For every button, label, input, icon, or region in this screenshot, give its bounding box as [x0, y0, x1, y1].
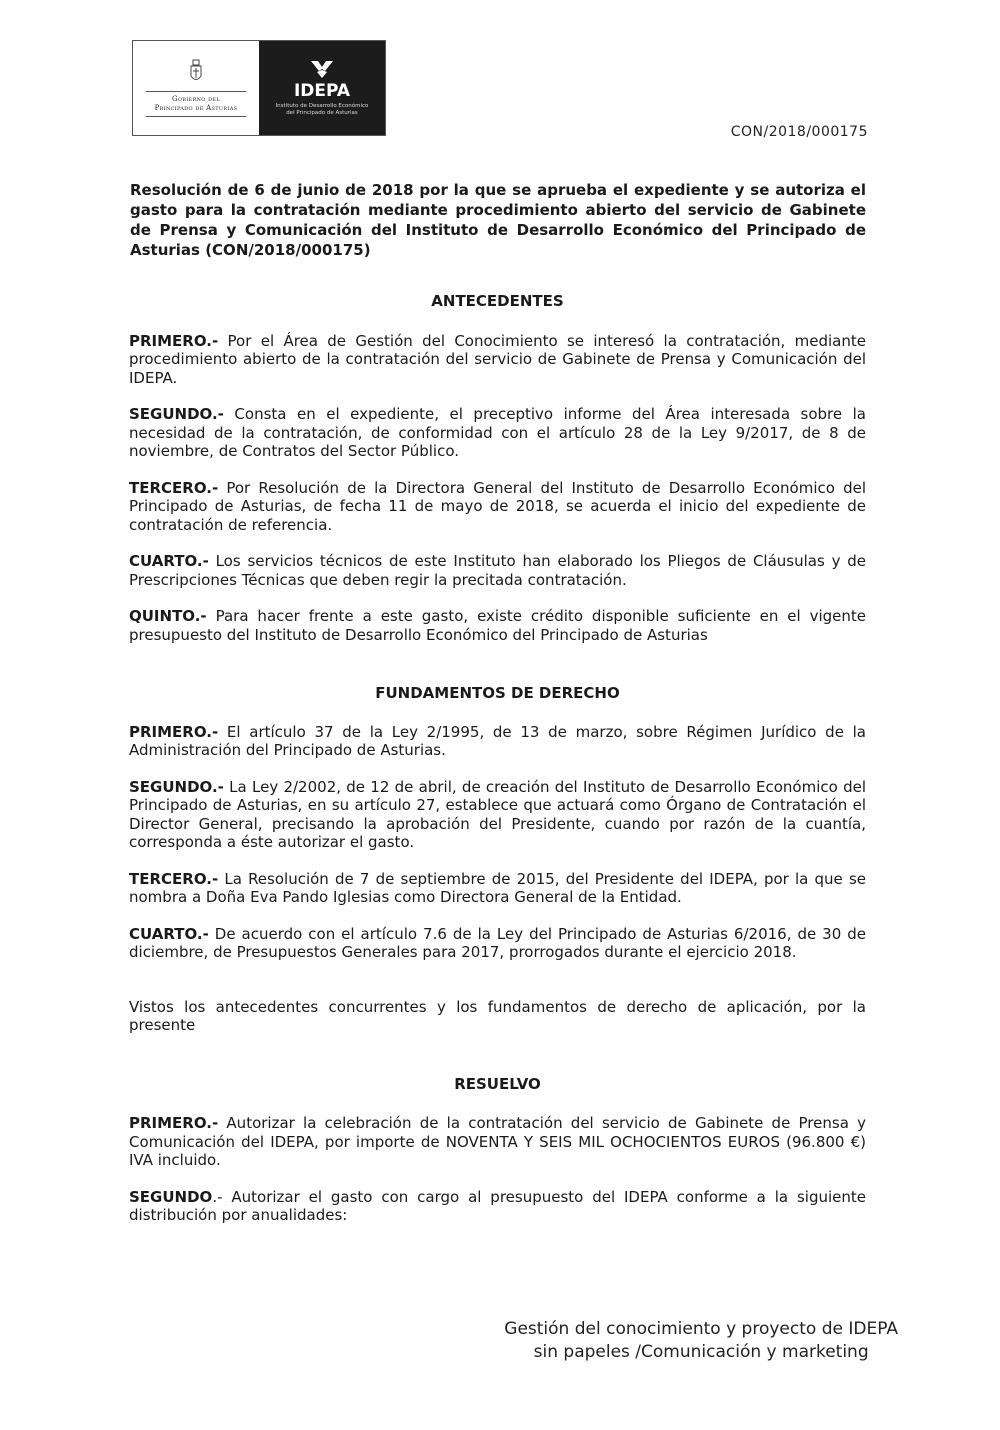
fundamento-tercero-lead: TERCERO.- — [129, 869, 219, 888]
antecedente-tercero-lead: TERCERO.- — [129, 478, 219, 497]
antecedente-segundo-text: Consta en el expediente, el preceptivo informe del Área interesada sobre la necesidad de la contratación, de conformidad con el artículo 28 de la Ley 9/2017, de 8 de noviembre, de Contratos del Sector Público. — [129, 405, 866, 460]
antecedente-cuarto-text: Los servicios técnicos de este Instituto han elaborado los Pliegos de Cláusulas y de Prescripciones Técnicas que deben regir la precitada contratación. — [129, 552, 866, 589]
footer-line1: Gestión del conocimiento y proyecto de IDEPA — [504, 1319, 898, 1339]
footer-line2: sin papeles /Comunicación y marketing — [533, 1342, 869, 1362]
heading-resuelvo: RESUELVO — [454, 1074, 541, 1093]
logo-rule-top — [146, 91, 246, 92]
idepa-name: IDEPA — [293, 81, 351, 101]
document-body — [129, 292, 866, 1225]
antecedente-segundo-lead: SEGUNDO.- — [129, 405, 224, 423]
fundamento-tercero-text: La Resolución de 7 de septiembre de 2015, del Presidente del IDEPA, por la que se nombra a Doña Eva Pando Iglesias como Directora General de la Entidad. — [129, 869, 866, 906]
fundamento-cuarto — [129, 925, 866, 962]
gobierno-line2: Principado de Asturias — [154, 104, 238, 112]
resuelvo-primero — [129, 1114, 866, 1170]
antecedente-primero-lead: PRIMERO.- — [129, 331, 219, 350]
fundamento-cuarto-lead: CUARTO.- — [129, 924, 209, 943]
fundamento-segundo — [129, 778, 866, 852]
resuelvo-segundo — [129, 1188, 866, 1225]
fundamento-segundo-text: La Ley 2/2002, de 12 de abril, de creación del Instituto de Desarrollo Económico del Principado de Asturias, en su artículo 27, establece que actuará como Órgano de Contratación el Director General, precisando la aprobación del Presidente, cuando por razón de la cuantía, corresponda a éste autorizar el gasto. — [129, 777, 866, 851]
heading-antecedentes: ANTECEDENTES — [431, 292, 564, 310]
antecedente-cuarto-lead: CUARTO.- — [129, 552, 209, 570]
resuelvo-segundo-lead: SEGUNDO — [129, 1187, 213, 1206]
logo-rule-bottom — [146, 116, 246, 117]
resuelvo-segundo-text: .- Autorizar el gasto con cargo al presupuesto del IDEPA conforme a la siguiente distribución por anualidades: — [129, 1187, 866, 1224]
letterhead-logo — [132, 40, 386, 136]
vistos-paragraph: Vistos los antecedentes concurrentes y los fundamentos de derecho de aplicación, por la presente — [129, 997, 866, 1034]
fundamento-tercero — [129, 870, 866, 907]
resuelvo-primero-lead: PRIMERO.- — [129, 1114, 219, 1132]
idepa-logo — [259, 41, 385, 135]
idepa-subtitle — [276, 103, 369, 117]
gobierno-line1: Gobierno del — [171, 95, 221, 103]
idepa-subtitle-line2: del Principado de Asturias — [286, 110, 358, 116]
fundamento-segundo-lead: SEGUNDO.- — [129, 777, 224, 796]
antecedente-quinto — [129, 607, 866, 644]
gobierno-asturias-logo — [133, 41, 259, 135]
antecedente-quinto-text: Para hacer frente a este gasto, existe crédito disponible suficiente en el vigente presupuesto del Instituto de Desarrollo Económico del Principado de Asturias — [129, 607, 866, 644]
idepa-emblem-icon — [309, 59, 335, 79]
idepa-subtitle-line1: Instituto de Desarrollo Económico — [275, 103, 369, 109]
document-reference: CON/2018/000175 — [730, 124, 868, 140]
footer-department — [504, 1318, 898, 1364]
fundamento-primero-text: El artículo 37 de la Ley 2/1995, de 13 de marzo, sobre Régimen Jurídico de la Administración del Principado de Asturias. — [129, 722, 866, 759]
resuelvo-primero-text: Autorizar la celebración de la contratación del servicio de Gabinete de Prensa y Comunicación del IDEPA, por importe de NOVENTA Y SEIS MIL OCHOCIENTOS EUROS (96.800 €) IVA incluido. — [129, 1114, 866, 1169]
antecedente-quinto-lead: QUINTO.- — [129, 607, 207, 625]
antecedente-primero — [129, 332, 866, 388]
antecedente-cuarto — [129, 552, 866, 589]
fundamento-primero-lead: PRIMERO.- — [129, 722, 219, 741]
fundamento-primero — [129, 723, 866, 760]
resolution-title: Resolución de 6 de junio de 2018 por la que se aprueba el expediente y se autoriza el gasto para la contratación mediante procedimiento abierto del servicio de Gabinete de Prensa y Comunicación del Instituto de Desarrollo Económico del Principado de Asturias (CON/2018/000175) — [130, 181, 866, 259]
fundamento-cuarto-text: De acuerdo con el artículo 7.6 de la Ley del Principado de Asturias 6/2016, de 30 de diciembre, de Presupuestos Generales para 2017, prorrogados durante el ejercicio 2018. — [129, 924, 866, 961]
coat-of-arms-icon — [189, 59, 203, 85]
antecedente-segundo — [129, 405, 866, 461]
antecedente-tercero — [129, 479, 866, 535]
antecedente-primero-text: Por el Área de Gestión del Conocimiento se interesó la contratación, mediante procedimiento abierto de la contratación del servicio de Gabinete de Prensa y Comunicación del IDEPA. — [129, 331, 866, 387]
antecedente-tercero-text: Por Resolución de la Directora General del Instituto de Desarrollo Económico del Principado de Asturias, de fecha 11 de mayo de 2018, se acuerda el inicio del expediente de contratación de referencia. — [129, 478, 866, 534]
heading-fundamentos: FUNDAMENTOS DE DERECHO — [375, 684, 620, 702]
